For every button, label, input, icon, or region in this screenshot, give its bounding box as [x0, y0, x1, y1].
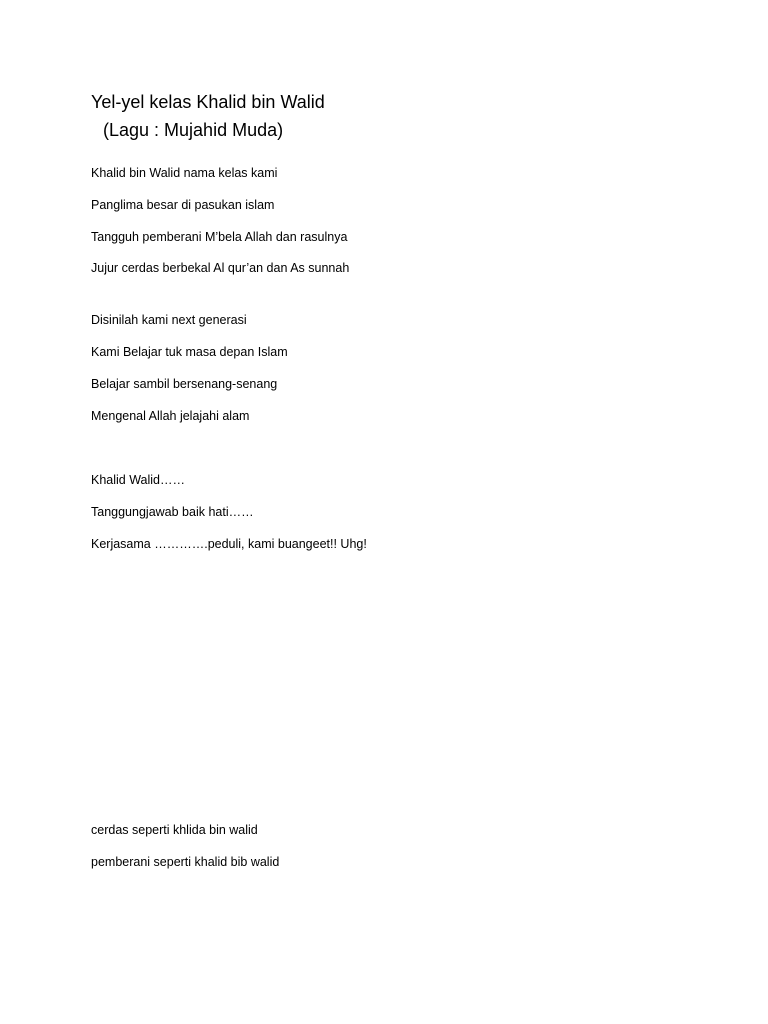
document-title: Yel-yel kelas Khalid bin Walid — [91, 92, 325, 112]
lyric-line: Kerjasama ………….peduli, kami buangeet!! Uhg! — [91, 537, 367, 551]
lyric-line: Kami Belajar tuk masa depan Islam — [91, 345, 288, 359]
lyric-line: pemberani seperti khalid bib walid — [91, 855, 280, 869]
lyric-line: Disinilah kami next generasi — [91, 313, 247, 327]
document-subtitle: (Lagu : Mujahid Muda) — [103, 120, 284, 140]
lyric-line: Jujur cerdas berbekal Al qur’an dan As sunnah — [91, 261, 350, 275]
lyric-line: Panglima besar di pasukan islam — [91, 198, 275, 212]
lyric-line: Khalid bin Walid nama kelas kami — [91, 166, 278, 180]
lyric-line: Khalid Walid…… — [91, 473, 186, 487]
lyric-line: Belajar sambil bersenang-senang — [91, 377, 278, 391]
lyric-line: Tangguh pemberani M’bela Allah dan rasulnya — [91, 230, 348, 244]
lyric-line: Tanggungjawab baik hati…… — [91, 505, 254, 519]
lyric-line: Mengenal Allah jelajahi alam — [91, 409, 250, 423]
lyric-line: cerdas seperti khlida bin walid — [91, 823, 258, 837]
